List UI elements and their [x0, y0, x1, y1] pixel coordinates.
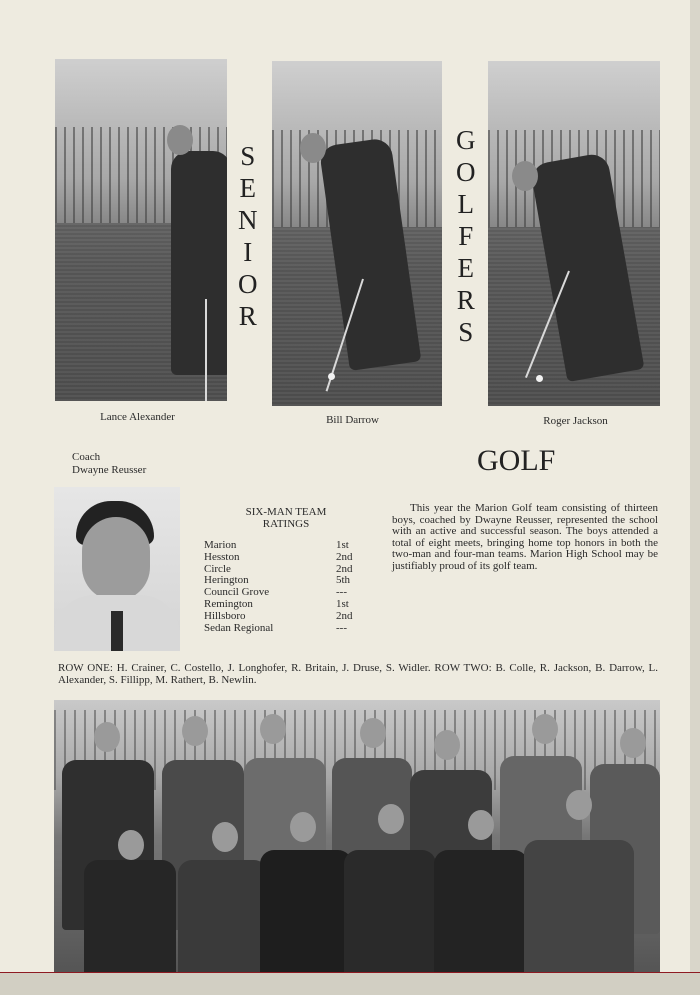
- senior-letter: R: [238, 301, 257, 331]
- ratings-team: Sedan Regional: [204, 621, 274, 634]
- team-member-face: [434, 730, 460, 760]
- golfers-letter: R: [456, 285, 475, 315]
- golfer-head: [300, 133, 326, 163]
- coach-label-block: [72, 451, 146, 477]
- ratings-list: [204, 540, 356, 634]
- team-member-face: [532, 714, 558, 744]
- ratings-place: ---: [336, 586, 347, 599]
- senior-letter: O: [238, 269, 258, 299]
- golf-club: [205, 299, 207, 401]
- ratings-place: ---: [336, 621, 347, 634]
- team-group-photo: [54, 700, 660, 972]
- team-member-front: [260, 850, 352, 972]
- team-member-face: [182, 716, 208, 746]
- golfers-letter: F: [458, 221, 474, 251]
- ratings-team: Remington: [204, 597, 253, 610]
- photo-lance-alexander: [55, 59, 227, 401]
- ratings-place: 2nd: [336, 562, 353, 575]
- ratings-team: Herington: [204, 574, 249, 587]
- team-member-face: [378, 804, 404, 834]
- team-member-face: [468, 810, 494, 840]
- team-member-front: [344, 850, 436, 972]
- photo-bill-darrow: [272, 61, 442, 406]
- golfers-letter: O: [456, 157, 476, 187]
- ratings-team: Council Grove: [204, 586, 270, 599]
- senior-letter: E: [239, 173, 256, 203]
- senior-vertical-heading: [238, 140, 258, 332]
- team-roster-caption: ROW ONE: H. Crainer, C. Costello, J. Longhofer, R. Britain, J. Druse, S. Widler. ROW TWO: B. Colle, R. Jackson, B. Darrow, L. Alexander, S. Fillipp, M. Rathert, B. Newlin.: [58, 662, 658, 686]
- ratings-place: 1st: [336, 597, 349, 610]
- team-member-front: [524, 840, 634, 972]
- team-member-face: [290, 812, 316, 842]
- ratings-place: 2nd: [336, 550, 353, 563]
- ratings-team: Hesston: [204, 550, 240, 563]
- coach-portrait: [54, 487, 180, 651]
- caption-bill-darrow: Bill Darrow: [326, 414, 379, 426]
- golfers-letter: E: [457, 253, 474, 283]
- team-member-front: [84, 860, 176, 972]
- golf-story-paragraph: This year the Marion Golf team consisting of thirteen boys, coached by Dwayne Reusser, represented the school with an active and successful season. The boys attended a total of eight meets, bringing home top honors in both the two-man and four-man teams. Marion High School may be justifiably proud of its golf team.: [392, 502, 658, 572]
- golfer-body: [171, 151, 227, 375]
- ratings-row: [204, 599, 356, 611]
- ratings-title-line1: SIX-MAN TEAM: [245, 506, 327, 518]
- team-member-front: [178, 860, 268, 972]
- ratings-row: [204, 623, 356, 635]
- page-edge: [690, 0, 700, 995]
- caption-roger-jackson: Roger Jackson: [543, 415, 608, 427]
- golfers-letter: S: [458, 317, 474, 347]
- coach-tie: [111, 611, 123, 651]
- photo-roger-jackson: [488, 61, 660, 406]
- ratings-row: [204, 552, 356, 564]
- coach-name: Dwayne Reusser: [72, 464, 147, 476]
- team-member-face: [212, 822, 238, 852]
- ratings-place: 5th: [336, 574, 351, 587]
- team-member-face: [260, 714, 286, 744]
- golfer-head: [512, 161, 538, 191]
- ratings-place: 1st: [336, 539, 349, 551]
- bottom-band: [0, 973, 700, 995]
- ratings-team: Hillsboro: [204, 609, 246, 622]
- golf-ball: [328, 373, 335, 380]
- senior-letter: N: [238, 205, 258, 235]
- team-member-face: [94, 722, 120, 752]
- ratings-team: Marion: [204, 539, 237, 551]
- coach-label: Coach: [72, 451, 101, 463]
- team-member-front: [434, 850, 528, 972]
- senior-letter: I: [243, 237, 253, 267]
- ratings-row: [204, 611, 356, 623]
- ratings-place: 2nd: [336, 609, 353, 622]
- caption-lance-alexander: Lance Alexander: [100, 411, 175, 423]
- ratings-title: [236, 506, 336, 530]
- ratings-title-line2: RATINGS: [262, 518, 310, 530]
- coach-face: [82, 517, 150, 601]
- team-member-face: [620, 728, 646, 758]
- ratings-team: Circle: [204, 562, 231, 575]
- golfers-letter: L: [457, 189, 474, 219]
- team-member-face: [566, 790, 592, 820]
- golfers-letter: G: [456, 125, 476, 155]
- golfers-vertical-heading: [456, 124, 476, 348]
- team-member-face: [118, 830, 144, 860]
- senior-letter: S: [240, 141, 256, 171]
- golf-title: GOLF: [477, 444, 556, 477]
- golf-ball: [536, 375, 543, 382]
- team-member-face: [360, 718, 386, 748]
- golfer-head: [167, 125, 193, 155]
